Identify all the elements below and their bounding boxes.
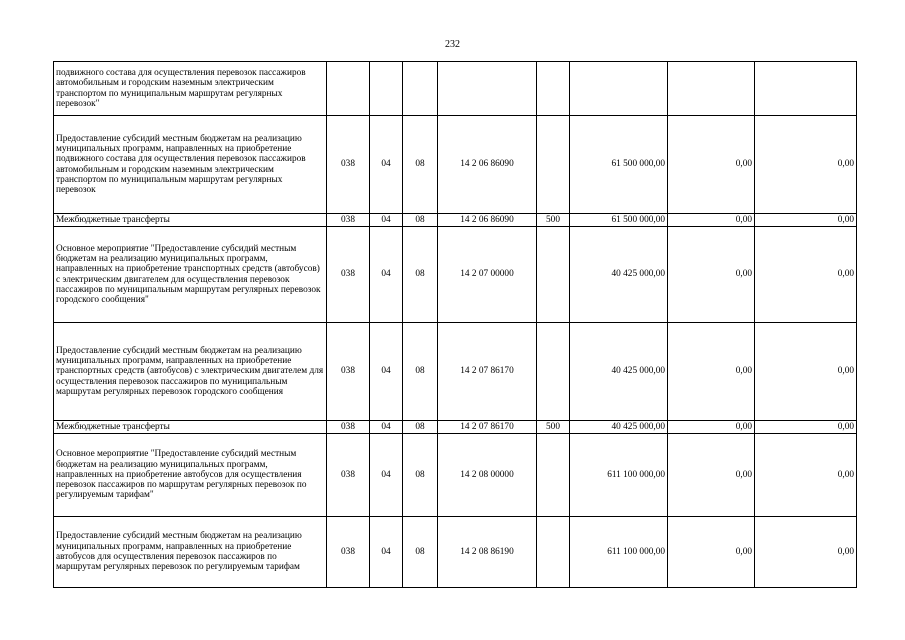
amount-year-3: 0,00: [755, 421, 857, 434]
ministry-code: 038: [327, 421, 370, 434]
section-code: 04: [370, 434, 403, 517]
subsection-code: 08: [403, 421, 438, 434]
amount-year-2: 0,00: [668, 517, 755, 588]
target-article: 14 2 06 86090: [438, 116, 537, 214]
ministry-code: 038: [327, 227, 370, 323]
amount-year-2: 0,00: [668, 323, 755, 421]
page-number: 232: [445, 39, 460, 50]
amount-year-2: 0,00: [668, 434, 755, 517]
ministry-code: 038: [327, 434, 370, 517]
table-body: [54, 62, 857, 588]
expense-type: [537, 227, 570, 323]
expense-type: [537, 517, 570, 588]
section-code: 04: [370, 517, 403, 588]
table-row: [54, 227, 857, 323]
table-row: [54, 517, 857, 588]
expense-type: [537, 62, 570, 116]
section-code: 04: [370, 214, 403, 227]
subsection-code: [403, 62, 438, 116]
row-name: Предоставление субсидий местным бюджетам на реализацию муниципальных программ, направленных на приобретение транспортных средств (автобусов) с электрическим двигателем для осуществления перевозок пассажиров по муниципальным маршрутам регулярных перевозок городского сообщения: [54, 323, 327, 421]
ministry-code: 038: [327, 214, 370, 227]
subsection-code: 08: [403, 227, 438, 323]
section-code: 04: [370, 323, 403, 421]
subsection-code: 08: [403, 434, 438, 517]
table-row: [54, 421, 857, 434]
target-article: 14 2 07 00000: [438, 227, 537, 323]
row-name: подвижного состава для осуществления перевозок пассажиров автомобильным и городским наземным электрическим транспортом по муниципальным маршрутам регулярных перевозок": [54, 62, 327, 116]
expense-type: [537, 116, 570, 214]
target-article: [438, 62, 537, 116]
table-row: [54, 434, 857, 517]
target-article: 14 2 07 86170: [438, 323, 537, 421]
subsection-code: 08: [403, 116, 438, 214]
amount-year-3: 0,00: [755, 227, 857, 323]
amount-year-2: 0,00: [668, 227, 755, 323]
amount-year-3: 0,00: [755, 323, 857, 421]
table-row: [54, 323, 857, 421]
expense-type: [537, 323, 570, 421]
amount-year-1: 61 500 000,00: [570, 116, 668, 214]
subsection-code: 08: [403, 214, 438, 227]
amount-year-3: 0,00: [755, 434, 857, 517]
section-code: 04: [370, 421, 403, 434]
ministry-code: 038: [327, 116, 370, 214]
expense-type: [537, 434, 570, 517]
amount-year-2: 0,00: [668, 214, 755, 227]
ministry-code: [327, 62, 370, 116]
table-row: [54, 214, 857, 227]
row-name: Основное мероприятие "Предоставление субсидий местным бюджетам на реализацию муниципальных программ, направленных на приобретение автобусов для осуществления перевозок пассажиров по маршрутам регулярных перевозок по регулируемым тарифам": [54, 434, 327, 517]
expense-type: 500: [537, 214, 570, 227]
expense-type: 500: [537, 421, 570, 434]
amount-year-3: 0,00: [755, 214, 857, 227]
section-code: 04: [370, 227, 403, 323]
amount-year-1: 40 425 000,00: [570, 227, 668, 323]
row-name: Основное мероприятие "Предоставление субсидий местным бюджетам на реализацию муниципальных программ, направленных на приобретение транспортных средств (автобусов) с электрическим двигателем для осуществления перевозок пассажиров по муниципальным маршрутам регулярных перевозок городского сообщения": [54, 227, 327, 323]
amount-year-2: 0,00: [668, 116, 755, 214]
amount-year-2: 0,00: [668, 421, 755, 434]
amount-year-1: 611 100 000,00: [570, 434, 668, 517]
target-article: 14 2 08 00000: [438, 434, 537, 517]
amount-year-3: [755, 62, 857, 116]
target-article: 14 2 06 86090: [438, 214, 537, 227]
amount-year-1: 611 100 000,00: [570, 517, 668, 588]
row-name: Предоставление субсидий местным бюджетам на реализацию муниципальных программ, направленных на приобретение автобусов для осуществления перевозок пассажиров по маршрутам регулярных перевозок по регулируемым тарифам: [54, 517, 327, 588]
target-article: 14 2 08 86190: [438, 517, 537, 588]
table-row: [54, 62, 857, 116]
amount-year-1: [570, 62, 668, 116]
row-name: Межбюджетные трансферты: [54, 421, 327, 434]
amount-year-3: 0,00: [755, 116, 857, 214]
amount-year-2: [668, 62, 755, 116]
ministry-code: 038: [327, 517, 370, 588]
section-code: 04: [370, 116, 403, 214]
subsection-code: 08: [403, 517, 438, 588]
budget-table: [53, 61, 857, 588]
subsection-code: 08: [403, 323, 438, 421]
table-row: [54, 116, 857, 214]
section-code: [370, 62, 403, 116]
row-name: Предоставление субсидий местным бюджетам на реализацию муниципальных программ, направленных на приобретение подвижного состава для осуществления перевозок пассажиров автомобильным и городским наземным электрическим транспортом по муниципальным маршрутам регулярных перевозок: [54, 116, 327, 214]
amount-year-1: 61 500 000,00: [570, 214, 668, 227]
amount-year-1: 40 425 000,00: [570, 323, 668, 421]
amount-year-1: 40 425 000,00: [570, 421, 668, 434]
ministry-code: 038: [327, 323, 370, 421]
row-name: Межбюджетные трансферты: [54, 214, 327, 227]
amount-year-3: 0,00: [755, 517, 857, 588]
target-article: 14 2 07 86170: [438, 421, 537, 434]
